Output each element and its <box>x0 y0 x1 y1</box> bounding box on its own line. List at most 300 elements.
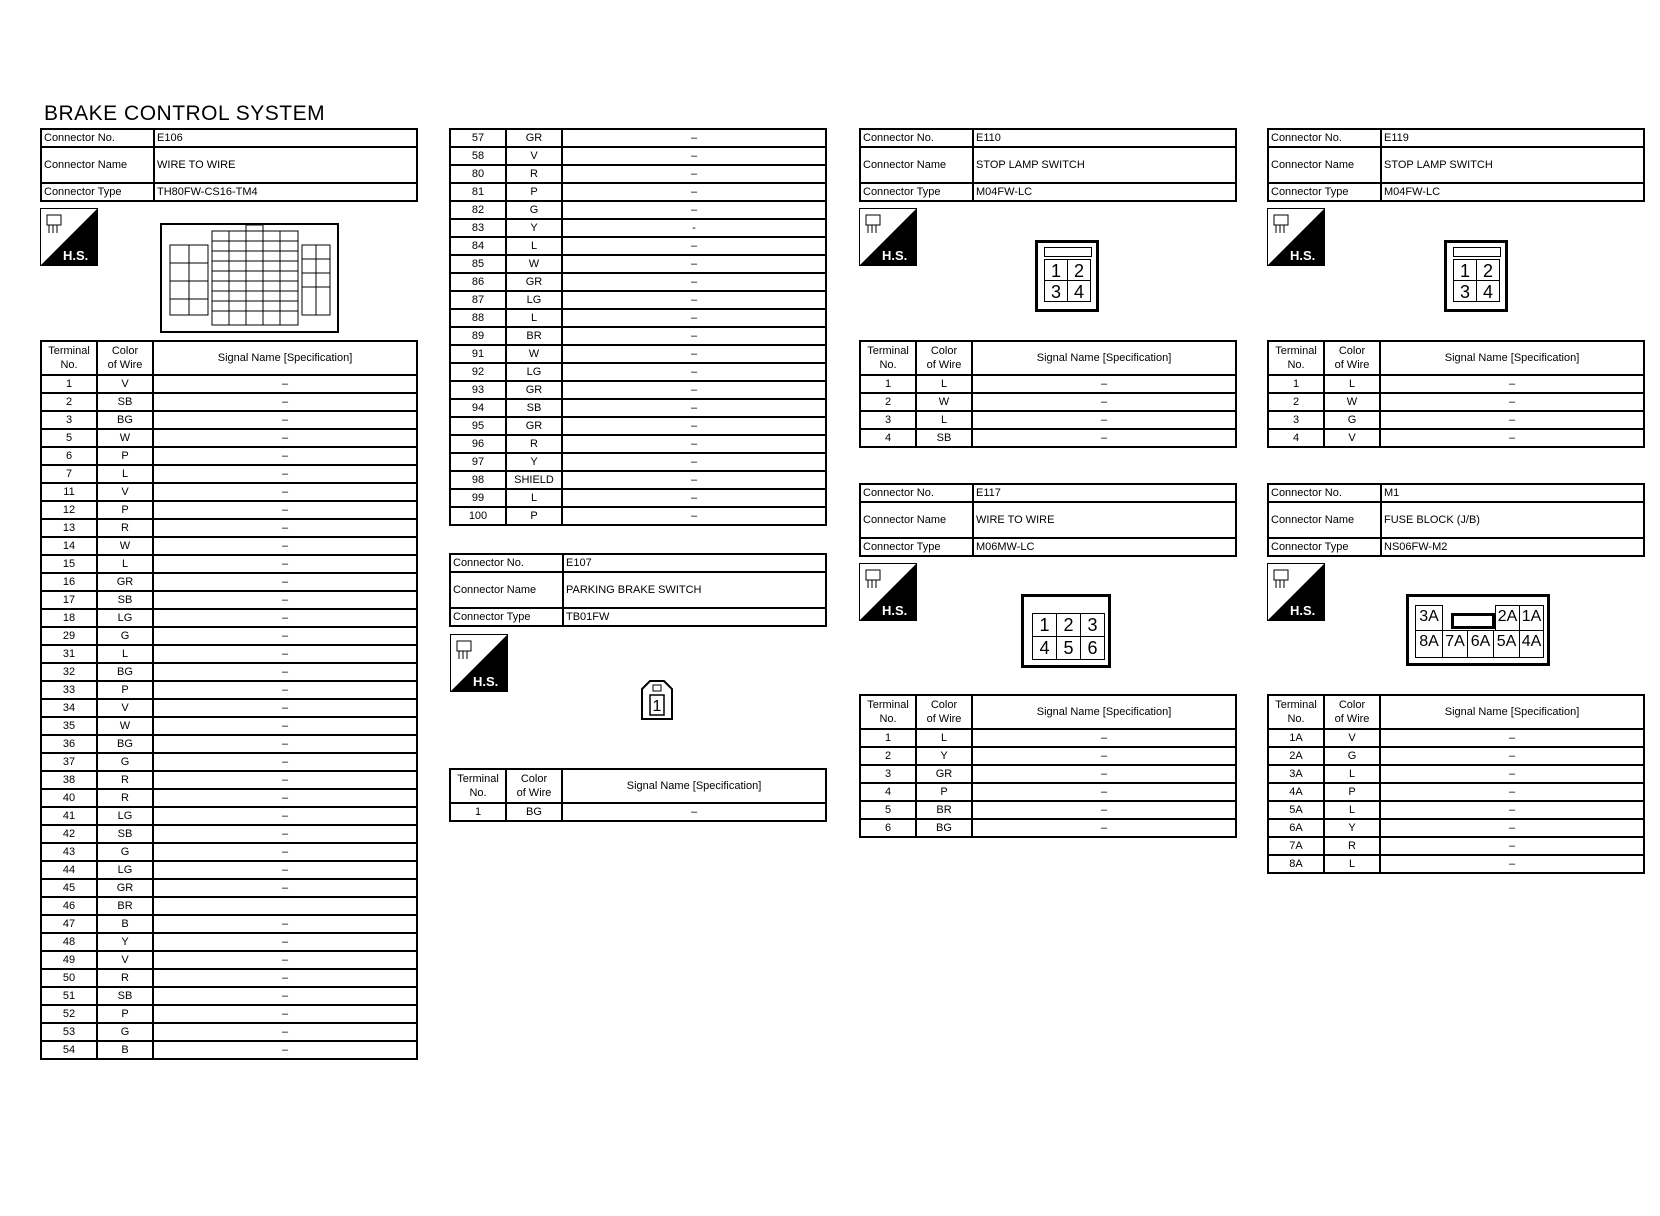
signal-name-cell <box>153 897 417 915</box>
terminal-no-cell: 58 <box>450 147 506 165</box>
signal-name-cell: – <box>153 879 417 897</box>
wire-color-cell: V <box>97 483 153 501</box>
terminal-no-cell: 43 <box>41 843 97 861</box>
table-row <box>41 555 417 573</box>
table-row <box>450 165 826 183</box>
wire-color-cell: L <box>1324 375 1380 393</box>
connector-name: WIRE TO WIRE <box>154 147 417 183</box>
signal-name-cell: – <box>1380 747 1644 765</box>
table-row <box>450 147 826 165</box>
terminal-no-cell: 38 <box>41 771 97 789</box>
signal-name-cell: – <box>972 411 1236 429</box>
table-row <box>450 183 826 201</box>
connector-name: WIRE TO WIRE <box>973 502 1236 538</box>
wire-color-cell: BG <box>506 803 562 821</box>
signal-name-cell: – <box>153 447 417 465</box>
color-header: Color of Wire <box>1324 695 1380 729</box>
terminal-no-cell: 48 <box>41 933 97 951</box>
wire-color-cell: SHIELD <box>506 471 562 489</box>
terminal-no-cell: 34 <box>41 699 97 717</box>
pin-5a: 5A <box>1493 630 1520 658</box>
terminal-no-cell: 82 <box>450 201 506 219</box>
signal-name-cell: – <box>153 627 417 645</box>
table-row <box>41 1023 417 1041</box>
wire-color-cell: LG <box>97 861 153 879</box>
signal-name-cell: – <box>153 951 417 969</box>
wire-color-cell: W <box>97 717 153 735</box>
pin-2: 2 <box>1067 259 1091 281</box>
signal-name-cell: – <box>562 201 826 219</box>
terminal-no-cell: 41 <box>41 807 97 825</box>
pin-8a: 8A <box>1415 630 1443 658</box>
hs-icon <box>40 208 98 266</box>
label: Connector Name <box>860 147 973 183</box>
table-row <box>860 819 1236 837</box>
signal-name-cell: – <box>972 429 1236 447</box>
table-row <box>450 381 826 399</box>
wire-color-cell: Y <box>506 453 562 471</box>
label: Connector No. <box>1268 484 1381 502</box>
e110-connector-diagram <box>1035 240 1099 312</box>
terminal-no-cell: 3 <box>1268 411 1324 429</box>
terminal-no-cell: 35 <box>41 717 97 735</box>
table-row <box>1268 729 1644 747</box>
signal-name-cell: – <box>153 555 417 573</box>
terminal-no-cell: 42 <box>41 825 97 843</box>
wire-color-cell: W <box>1324 393 1380 411</box>
table-row <box>450 453 826 471</box>
terminal-no-cell: 3 <box>860 765 916 783</box>
terminal-no-cell: 86 <box>450 273 506 291</box>
wire-color-cell: P <box>97 501 153 519</box>
wire-color-cell: G <box>97 843 153 861</box>
signal-name-cell: – <box>562 489 826 507</box>
wire-color-cell: L <box>97 555 153 573</box>
signal-name-cell: – <box>972 729 1236 747</box>
signal-name-cell: – <box>153 933 417 951</box>
signal-name-cell: – <box>1380 783 1644 801</box>
terminal-no-cell: 2 <box>41 393 97 411</box>
signal-name-cell: – <box>153 645 417 663</box>
table-row <box>41 663 417 681</box>
wire-color-cell: LG <box>97 609 153 627</box>
table-row <box>860 801 1236 819</box>
signal-name-cell: – <box>562 471 826 489</box>
hs-icon <box>450 634 508 692</box>
terminal-no-cell: 52 <box>41 1005 97 1023</box>
label: Connector Type <box>860 183 973 201</box>
signal-name-cell: – <box>562 453 826 471</box>
e106-connector-diagram <box>160 223 339 333</box>
terminal-no-cell: 4 <box>1268 429 1324 447</box>
terminal-no-cell: 8A <box>1268 855 1324 873</box>
signal-name-cell: – <box>153 717 417 735</box>
wire-color-cell: L <box>506 237 562 255</box>
terminal-no-cell: 3A <box>1268 765 1324 783</box>
table-row <box>41 825 417 843</box>
wire-color-cell: BG <box>97 663 153 681</box>
table-row <box>41 627 417 645</box>
terminal-no-cell: 4 <box>860 429 916 447</box>
wire-color-cell: V <box>97 951 153 969</box>
table-row <box>860 375 1236 393</box>
table-row <box>41 933 417 951</box>
table-row <box>41 771 417 789</box>
table-row <box>41 483 417 501</box>
table-row <box>41 645 417 663</box>
table-row <box>450 201 826 219</box>
wire-color-cell: G <box>506 201 562 219</box>
color-header: Color of Wire <box>506 769 562 803</box>
signal-name-cell: – <box>153 573 417 591</box>
wire-color-cell: R <box>506 435 562 453</box>
table-row <box>41 717 417 735</box>
wire-color-cell: L <box>1324 765 1380 783</box>
table-row <box>41 375 417 393</box>
table-row <box>450 129 826 147</box>
table-row <box>450 363 826 381</box>
terminal-no-cell: 15 <box>41 555 97 573</box>
table-row <box>1268 429 1644 447</box>
pin-2a: 2A <box>1495 605 1520 631</box>
wire-color-cell: L <box>916 411 972 429</box>
terminal-no-cell: 2 <box>1268 393 1324 411</box>
signal-name-cell: – <box>562 327 826 345</box>
table-row <box>450 399 826 417</box>
table-row <box>41 897 417 915</box>
signal-name-cell: – <box>153 591 417 609</box>
terminal-no-cell: 49 <box>41 951 97 969</box>
label: Connector Type <box>1268 538 1381 556</box>
table-row <box>450 219 826 237</box>
pin-6: 6 <box>1080 636 1105 660</box>
wire-color-cell: L <box>916 729 972 747</box>
table-row <box>41 681 417 699</box>
wire-color-cell: G <box>97 753 153 771</box>
signal-name-cell: – <box>562 237 826 255</box>
wire-color-cell: BR <box>506 327 562 345</box>
wire-color-cell: G <box>1324 411 1380 429</box>
wire-color-cell: P <box>506 507 562 525</box>
terminal-no-cell: 80 <box>450 165 506 183</box>
wire-color-cell: LG <box>506 291 562 309</box>
pin-5: 5 <box>1056 636 1081 660</box>
svg-text:H.S.: H.S. <box>63 248 89 263</box>
terminal-no-cell: 1 <box>450 803 506 821</box>
table-row <box>1268 801 1644 819</box>
terminal-no-cell: 44 <box>41 861 97 879</box>
table-row <box>450 803 826 821</box>
terminal-no-cell: 40 <box>41 789 97 807</box>
pin-1a: 1A <box>1519 605 1544 631</box>
table-row <box>450 237 826 255</box>
wire-color-cell: LG <box>506 363 562 381</box>
pin-3: 3 <box>1080 613 1105 637</box>
terminal-no-cell: 6 <box>41 447 97 465</box>
terminal-header: Terminal No. <box>41 341 97 375</box>
signal-name-cell: – <box>1380 393 1644 411</box>
svg-text:H.S.: H.S. <box>1290 248 1316 263</box>
terminal-no-cell: 4A <box>1268 783 1324 801</box>
wire-color-cell: SB <box>97 393 153 411</box>
table-row <box>450 435 826 453</box>
terminal-no-cell: 81 <box>450 183 506 201</box>
table-row <box>1268 783 1644 801</box>
e107-connector-diagram <box>638 677 676 723</box>
table-row <box>41 987 417 1005</box>
label: Connector No. <box>41 129 154 147</box>
table-row <box>41 519 417 537</box>
terminal-no-cell: 98 <box>450 471 506 489</box>
wire-color-cell: V <box>1324 729 1380 747</box>
signal-name-cell: – <box>153 663 417 681</box>
table-row <box>41 807 417 825</box>
signal-name-cell: – <box>562 803 826 821</box>
wire-color-cell: Y <box>97 933 153 951</box>
connector-type: NS06FW-M2 <box>1381 538 1644 556</box>
table-row <box>41 465 417 483</box>
terminal-no-cell: 7 <box>41 465 97 483</box>
table-row <box>41 591 417 609</box>
terminal-no-cell: 7A <box>1268 837 1324 855</box>
e107-terminal-table <box>449 768 827 822</box>
table-row <box>860 411 1236 429</box>
terminal-no-cell: 46 <box>41 897 97 915</box>
wire-color-cell: P <box>97 681 153 699</box>
table-row <box>450 273 826 291</box>
terminal-no-cell: 31 <box>41 645 97 663</box>
signal-name-cell: – <box>153 843 417 861</box>
table-row <box>41 429 417 447</box>
e119-terminal-table <box>1267 340 1645 448</box>
color-header: Color of Wire <box>916 341 972 375</box>
wire-color-cell: GR <box>97 573 153 591</box>
wire-color-cell: W <box>97 537 153 555</box>
signal-header: Signal Name [Specification] <box>1380 341 1644 375</box>
terminal-no-cell: 2 <box>860 747 916 765</box>
svg-text:H.S.: H.S. <box>882 603 908 618</box>
wire-color-cell: P <box>97 447 153 465</box>
terminal-no-cell: 96 <box>450 435 506 453</box>
e119-info <box>1267 128 1645 202</box>
table-row <box>41 879 417 897</box>
table-row <box>450 291 826 309</box>
wire-color-cell: G <box>97 627 153 645</box>
wire-color-cell: B <box>97 915 153 933</box>
signal-name-cell: – <box>153 825 417 843</box>
pin-3: 3 <box>1044 280 1068 302</box>
terminal-no-cell: 2 <box>860 393 916 411</box>
label: Connector No. <box>450 554 563 572</box>
wire-color-cell: V <box>506 147 562 165</box>
table-row <box>860 765 1236 783</box>
connector-type: TB01FW <box>563 608 826 626</box>
signal-name-cell: – <box>153 465 417 483</box>
terminal-no-cell: 97 <box>450 453 506 471</box>
wire-color-cell: V <box>97 699 153 717</box>
label: Connector No. <box>860 129 973 147</box>
m1-terminal-table <box>1267 694 1645 874</box>
pin-3: 3 <box>1453 280 1477 302</box>
e106-terminal-table-1 <box>40 340 418 1060</box>
signal-name-cell: – <box>1380 411 1644 429</box>
e110-terminal-table <box>859 340 1237 448</box>
wire-color-cell: R <box>97 519 153 537</box>
connector-name: STOP LAMP SWITCH <box>973 147 1236 183</box>
svg-text:1: 1 <box>652 698 662 715</box>
signal-name-cell: – <box>153 735 417 753</box>
wire-color-cell: GR <box>916 765 972 783</box>
table-row <box>41 861 417 879</box>
table-row <box>450 507 826 525</box>
wire-color-cell: SB <box>97 825 153 843</box>
terminal-header: Terminal No. <box>860 341 916 375</box>
wire-color-cell: BR <box>916 801 972 819</box>
terminal-no-cell: 1 <box>860 729 916 747</box>
terminal-header: Terminal No. <box>860 695 916 729</box>
signal-name-cell: – <box>1380 855 1644 873</box>
wire-color-cell: L <box>506 309 562 327</box>
pin-2: 2 <box>1056 613 1081 637</box>
table-row <box>860 783 1236 801</box>
wire-color-cell: GR <box>506 381 562 399</box>
signal-name-cell: – <box>1380 429 1644 447</box>
terminal-no-cell: 87 <box>450 291 506 309</box>
signal-name-cell: – <box>153 375 417 393</box>
terminal-no-cell: 83 <box>450 219 506 237</box>
terminal-no-cell: 33 <box>41 681 97 699</box>
table-row <box>41 969 417 987</box>
signal-name-cell: – <box>153 1023 417 1041</box>
label: Connector Name <box>450 572 563 608</box>
signal-name-cell: – <box>562 291 826 309</box>
page-title: BRAKE CONTROL SYSTEM <box>44 102 326 125</box>
svg-text:H.S.: H.S. <box>473 674 499 689</box>
table-row <box>860 393 1236 411</box>
terminal-no-cell: 5 <box>860 801 916 819</box>
terminal-no-cell: 1 <box>41 375 97 393</box>
table-row <box>41 735 417 753</box>
terminal-no-cell: 37 <box>41 753 97 771</box>
signal-name-cell: – <box>153 483 417 501</box>
table-row <box>450 309 826 327</box>
wire-color-cell: R <box>506 165 562 183</box>
table-row <box>41 1041 417 1059</box>
label: Connector Type <box>1268 183 1381 201</box>
wire-color-cell: R <box>97 789 153 807</box>
hs-icon <box>1267 563 1325 621</box>
terminal-no-cell: 18 <box>41 609 97 627</box>
wire-color-cell: G <box>1324 747 1380 765</box>
connector-type: M04FW-LC <box>973 183 1236 201</box>
terminal-no-cell: 50 <box>41 969 97 987</box>
svg-text:H.S.: H.S. <box>882 248 908 263</box>
terminal-no-cell: 88 <box>450 309 506 327</box>
pin-1: 1 <box>1453 259 1477 281</box>
pin-1: 1 <box>1044 259 1068 281</box>
wire-color-cell: L <box>1324 801 1380 819</box>
table-row <box>41 501 417 519</box>
table-row <box>41 411 417 429</box>
signal-name-cell: - <box>562 219 826 237</box>
terminal-no-cell: 54 <box>41 1041 97 1059</box>
signal-header: Signal Name [Specification] <box>562 769 826 803</box>
signal-name-cell: – <box>562 363 826 381</box>
wire-color-cell: V <box>97 375 153 393</box>
table-row <box>41 951 417 969</box>
terminal-no-cell: 1 <box>1268 375 1324 393</box>
e110-info <box>859 128 1237 202</box>
table-row <box>41 699 417 717</box>
signal-header: Signal Name [Specification] <box>1380 695 1644 729</box>
signal-name-cell: – <box>972 783 1236 801</box>
signal-name-cell: – <box>562 435 826 453</box>
connector-no: M1 <box>1381 484 1644 502</box>
color-header: Color of Wire <box>1324 341 1380 375</box>
wire-color-cell: SB <box>916 429 972 447</box>
terminal-header: Terminal No. <box>1268 695 1324 729</box>
terminal-no-cell: 93 <box>450 381 506 399</box>
signal-name-cell: – <box>1380 765 1644 783</box>
signal-name-cell: – <box>562 507 826 525</box>
terminal-no-cell: 51 <box>41 987 97 1005</box>
signal-name-cell: – <box>562 255 826 273</box>
e107-info <box>449 553 827 627</box>
signal-name-cell: – <box>562 129 826 147</box>
wire-color-cell: GR <box>506 273 562 291</box>
wire-color-cell: L <box>97 645 153 663</box>
wire-color-cell: W <box>916 393 972 411</box>
wire-color-cell: BG <box>97 735 153 753</box>
terminal-no-cell: 16 <box>41 573 97 591</box>
label: Connector Type <box>450 608 563 626</box>
wire-color-cell: SB <box>97 987 153 1005</box>
signal-name-cell: – <box>972 801 1236 819</box>
label: Connector No. <box>860 484 973 502</box>
table-row <box>41 609 417 627</box>
signal-name-cell: – <box>562 147 826 165</box>
pin-4: 4 <box>1476 280 1500 302</box>
wire-color-cell: SB <box>506 399 562 417</box>
connector-no: E117 <box>973 484 1236 502</box>
terminal-no-cell: 94 <box>450 399 506 417</box>
terminal-no-cell: 91 <box>450 345 506 363</box>
signal-name-cell: – <box>153 537 417 555</box>
wire-color-cell: GR <box>97 879 153 897</box>
table-row <box>1268 375 1644 393</box>
svg-text:H.S.: H.S. <box>1290 603 1316 618</box>
terminal-no-cell: 95 <box>450 417 506 435</box>
color-header: Color of Wire <box>97 341 153 375</box>
signal-name-cell: – <box>153 1041 417 1059</box>
terminal-no-cell: 3 <box>860 411 916 429</box>
terminal-no-cell: 2A <box>1268 747 1324 765</box>
table-row <box>41 915 417 933</box>
wire-color-cell: R <box>97 969 153 987</box>
e117-info <box>859 483 1237 557</box>
signal-name-cell: – <box>562 417 826 435</box>
m1-info <box>1267 483 1645 557</box>
table-row <box>860 747 1236 765</box>
signal-name-cell: – <box>972 819 1236 837</box>
table-row <box>41 447 417 465</box>
table-row <box>1268 837 1644 855</box>
e117-connector-diagram <box>1021 594 1111 668</box>
terminal-no-cell: 53 <box>41 1023 97 1041</box>
wire-color-cell: R <box>1324 837 1380 855</box>
table-row <box>41 843 417 861</box>
signal-name-cell: – <box>562 165 826 183</box>
